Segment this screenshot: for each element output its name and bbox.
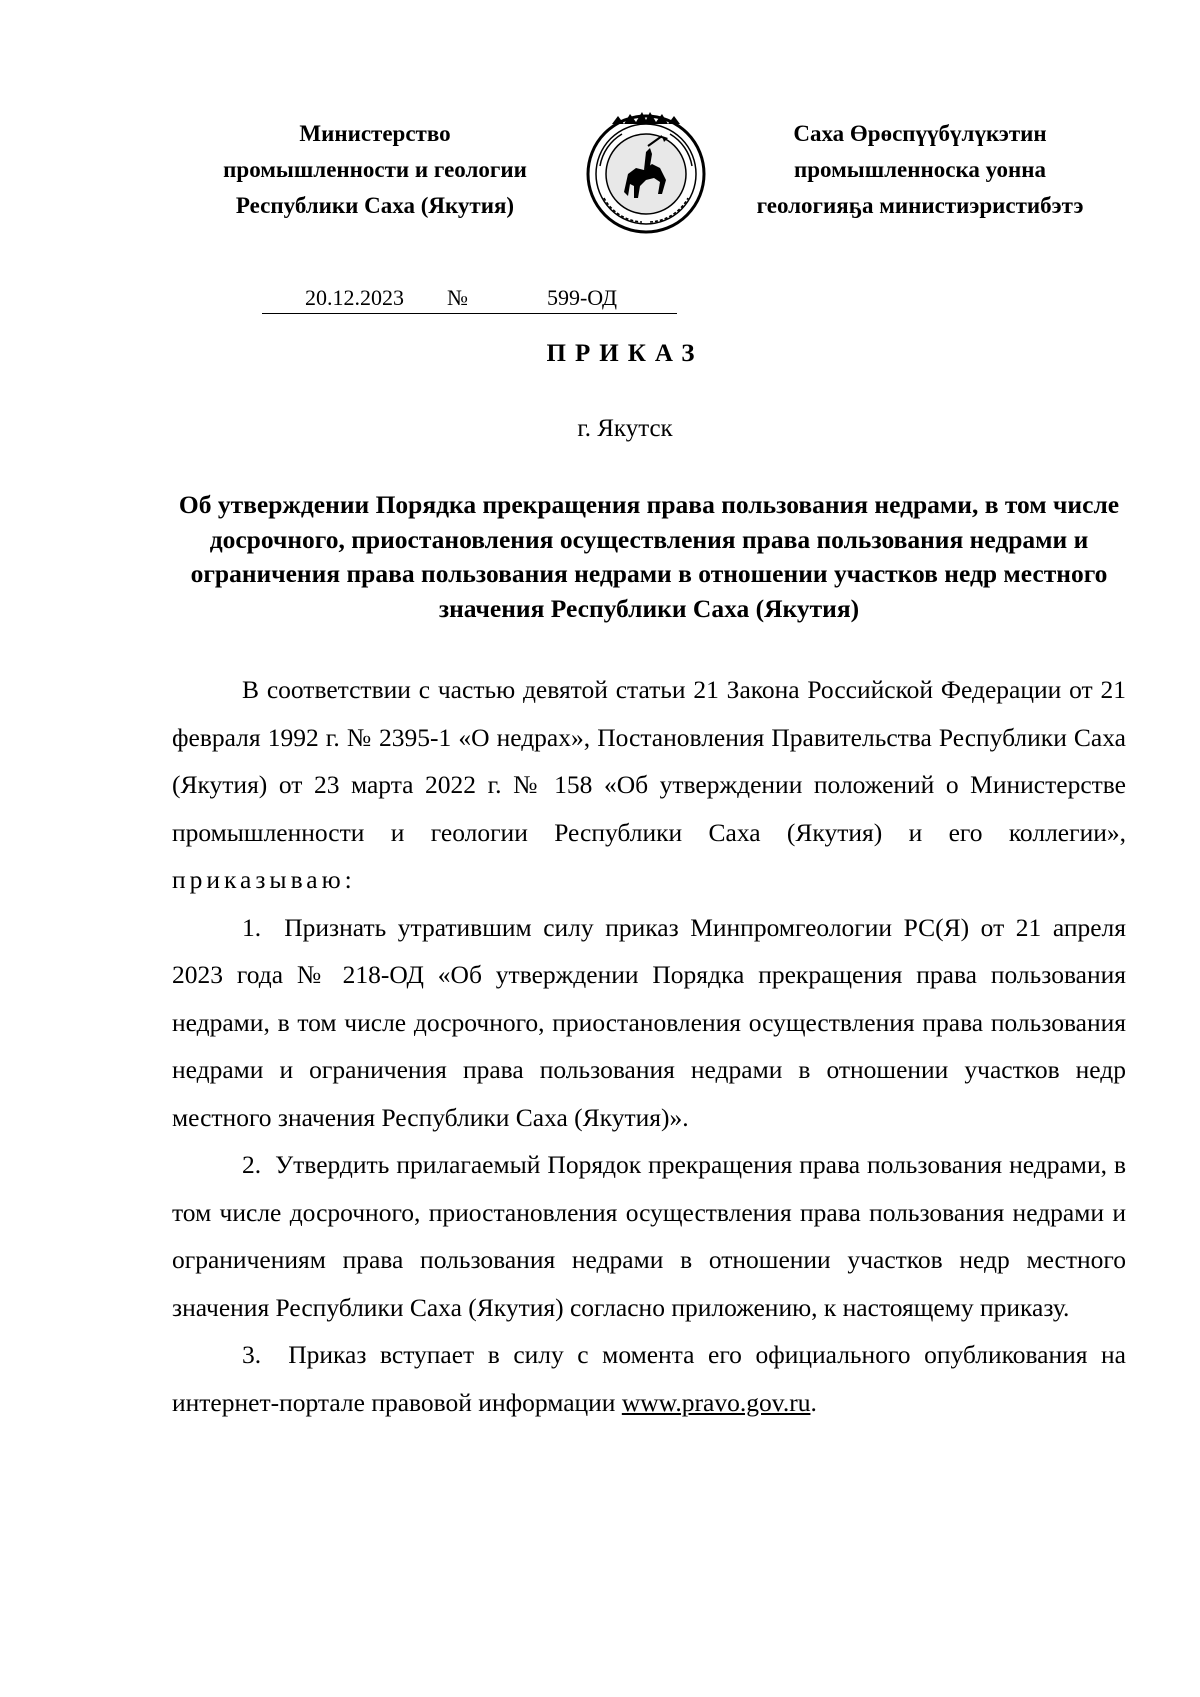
number-sign: № <box>447 283 487 314</box>
preamble-text: В соответствии с частью девятой статьи 21 Закона Российской Федерации от 21 февраля 1992 г. № 2395-1 «О недрах», Постановления Правительства Республики Саха (Якутия) от 23 марта 2022 г. № 158 «Об утверждении положений о Министерстве промышленности и геологии Республики Саха (Якутия) и его коллегии», <box>172 675 1126 847</box>
pravo-portal-link[interactable]: www.pravo.gov.ru <box>621 1387 811 1417</box>
order-item <box>172 1141 1126 1331</box>
item-number: 1. <box>242 912 262 942</box>
coat-of-arms-icon <box>582 108 710 236</box>
item-text: Приказ вступает в силу с момента его официального опубликования на интернет-портале правовой информации <box>172 1340 1126 1417</box>
order-date-number-line <box>262 283 677 314</box>
ministry-name-ru-line: Министерство <box>299 121 451 146</box>
document-header <box>0 108 1200 238</box>
ministry-name-russian <box>190 116 560 224</box>
preamble-order-word: приказываю: <box>172 865 356 894</box>
order-number: 599-ОД <box>487 283 677 314</box>
item-text: Утвердить прилагаемый Порядок прекращения права пользования недрами, в том числе досрочного, приостановления осуществления права пользования недрами и ограничениям права пользования недрами в отношении участков недр местного значения Республики Саха (Якутия) согласно приложению, к настоящему приказу. <box>172 1150 1126 1322</box>
order-date: 20.12.2023 <box>262 283 447 314</box>
ministry-name-sakha <box>720 116 1120 224</box>
ministry-name-ru-line: промышленности и геологии <box>223 157 527 182</box>
ministry-name-sakha-line: Саха Өрөспүүбүлүкэтин <box>793 121 1047 146</box>
preamble-paragraph <box>172 666 1126 904</box>
document-title: ПРИКАЗ <box>546 340 704 367</box>
item-number: 3. <box>242 1340 262 1369</box>
item-text-tail: . <box>810 1387 817 1417</box>
document-city: г. Якутск <box>577 415 673 442</box>
order-body <box>172 666 1126 1426</box>
ministry-name-ru-line: Республики Саха (Якутия) <box>235 193 515 218</box>
ministry-name-sakha-line: промышленноска уонна <box>793 157 1047 182</box>
order-subject: Об утверждении Порядка прекращения права пользования недрами, в том числе досрочного, приостановления осуществления права пользования недрами и ограничения права пользования недрами в отношении участков недр местного значения Республики Саха (Якутия) <box>178 490 1120 623</box>
order-item <box>172 904 1126 1142</box>
order-item <box>172 1331 1126 1426</box>
item-text: Признать утратившим силу приказ Минпромгеологии РС(Я) от 21 апреля 2023 года № 218-ОД «Об утверждении Порядка прекращения права пользования недрами, в том числе досрочного, приостановления осуществления права пользования недрами и ограничения права пользования недрами в отношении участков недр местного значения Республики Саха (Якутия)». <box>172 912 1126 1132</box>
ministry-name-sakha-line: геологияҕа министиэристибэтэ <box>756 193 1084 218</box>
item-number: 2. <box>242 1150 262 1179</box>
